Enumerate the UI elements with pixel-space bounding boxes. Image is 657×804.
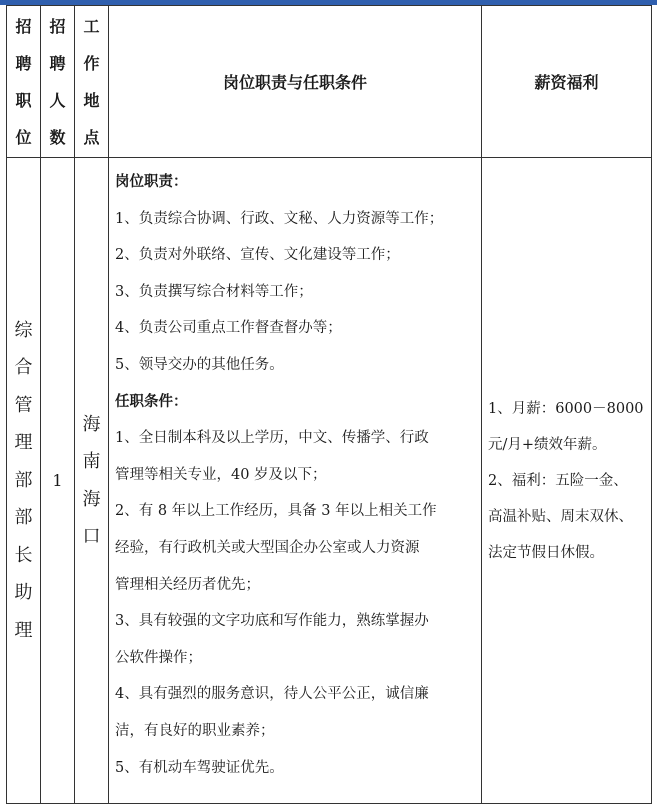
header-salary: 薪资福利 bbox=[482, 6, 652, 158]
requirement-line: 2、有 8 年以上工作经历，具备 3 年以上相关工作 bbox=[115, 503, 437, 520]
duties-cell bbox=[109, 158, 482, 804]
header-char: 聘 bbox=[15, 53, 32, 73]
requirement-line: 管理相关经历者优先； bbox=[115, 576, 260, 593]
header-position-chars bbox=[7, 8, 40, 156]
header-char: 人 bbox=[49, 90, 66, 110]
header-char: 位 bbox=[15, 127, 32, 147]
salary-line: 元/月+绩效年薪。 bbox=[488, 436, 607, 453]
salary-line: 法定节假日休假。 bbox=[488, 544, 604, 561]
header-duties: 岗位职责与任职条件 bbox=[109, 6, 482, 158]
position-chars bbox=[7, 312, 40, 650]
count-cell: 1 bbox=[41, 158, 75, 804]
location-char: 海 bbox=[82, 413, 101, 435]
requirement-line: 管理等相关专业，40 岁及以下； bbox=[115, 466, 327, 483]
requirement-line: 3、具有较强的文字功底和写作能力，熟练掌握办 bbox=[115, 613, 429, 630]
position-char: 管 bbox=[14, 394, 33, 416]
header-char: 聘 bbox=[49, 53, 66, 73]
header-position bbox=[7, 6, 41, 158]
location-chars bbox=[75, 406, 108, 556]
position-char: 理 bbox=[14, 432, 33, 454]
header-count-chars bbox=[41, 8, 74, 156]
header-location bbox=[75, 6, 109, 158]
requirements-heading: 任职条件： bbox=[115, 392, 188, 410]
position-char: 合 bbox=[14, 357, 33, 379]
position-char: 长 bbox=[14, 544, 33, 566]
header-char: 作 bbox=[83, 53, 100, 73]
requirement-line: 公软件操作； bbox=[115, 649, 202, 666]
table-row bbox=[7, 158, 652, 804]
requirement-line: 洁，有良好的职业素养； bbox=[115, 722, 275, 739]
location-char: 南 bbox=[82, 451, 101, 472]
requirement-line: 1、全日制本科及以上学历，中文、传播学、行政 bbox=[115, 430, 429, 447]
position-char: 助 bbox=[14, 582, 33, 604]
position-cell bbox=[7, 158, 41, 804]
location-char: 海 bbox=[82, 488, 101, 510]
header-count bbox=[41, 6, 75, 158]
header-location-chars bbox=[75, 8, 108, 156]
header-char: 招 bbox=[15, 16, 32, 36]
header-char: 职 bbox=[15, 90, 32, 110]
location-char: 口 bbox=[82, 526, 101, 547]
header-char: 工 bbox=[83, 16, 100, 36]
header-char: 数 bbox=[49, 127, 66, 147]
duty-item: 2、负责对外联络、宣传、文化建设等工作； bbox=[115, 247, 400, 264]
position-char: 部 bbox=[14, 469, 33, 491]
position-char: 理 bbox=[14, 619, 33, 641]
header-char: 点 bbox=[83, 127, 100, 147]
salary-cell bbox=[482, 158, 652, 804]
duty-item: 1、负责综合协调、行政、文秘、人力资源等工作； bbox=[115, 210, 444, 227]
duty-item: 4、负责公司重点工作督查督办等； bbox=[115, 320, 342, 337]
requirement-line: 5、有机动车驾驶证优先。 bbox=[115, 759, 284, 776]
job-posting-table bbox=[6, 5, 652, 804]
duty-item: 5、领导交办的其他任务。 bbox=[115, 356, 284, 373]
salary-line: 1、月薪：6000－8000 bbox=[488, 400, 644, 417]
requirement-line: 4、具有强烈的服务意识，待人公平公正，诚信廉 bbox=[115, 686, 429, 703]
salary-line: 高温补贴、周末双休、 bbox=[488, 508, 633, 525]
header-char: 地 bbox=[83, 90, 100, 110]
position-char: 部 bbox=[14, 507, 33, 529]
location-cell bbox=[75, 158, 109, 804]
requirement-line: 经验，有行政机关或大型国企办公室或人力资源 bbox=[115, 539, 420, 556]
duty-item: 3、负责撰写综合材料等工作； bbox=[115, 283, 313, 300]
position-char: 综 bbox=[14, 319, 33, 341]
duties-heading: 岗位职责： bbox=[115, 173, 188, 190]
salary-line: 2、福利：五险一金、 bbox=[488, 472, 628, 489]
header-char: 招 bbox=[49, 16, 66, 36]
table-header-row bbox=[7, 6, 652, 158]
